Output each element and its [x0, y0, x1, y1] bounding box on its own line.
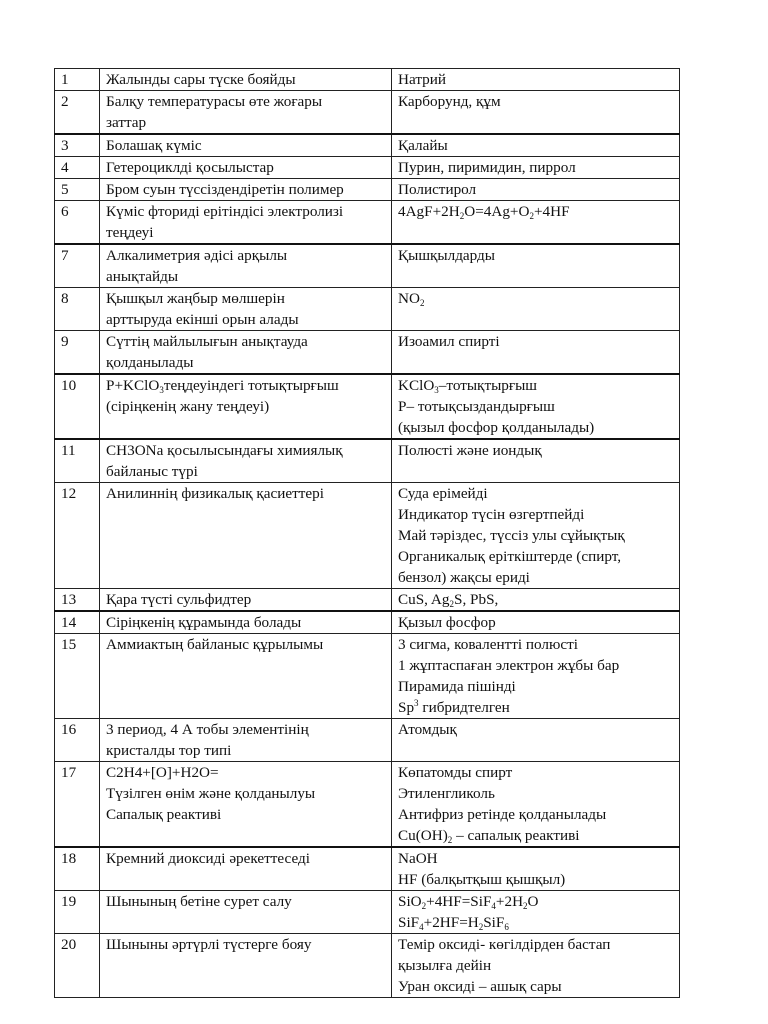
- table-row: [55, 611, 680, 634]
- answer-line: Натрий: [398, 71, 446, 88]
- answer-cell: [392, 244, 680, 288]
- answer-line: CuS, $Ag_2S$, PbS,: [398, 591, 499, 609]
- table-row: [55, 891, 680, 934]
- answer-line: HF (балқытқыш қышқыл): [398, 871, 566, 888]
- table-row: [55, 847, 680, 891]
- row-number: 14: [55, 611, 100, 634]
- answer-line: Уран оксиді – ашық сары: [398, 978, 562, 995]
- question-line: заттар: [106, 114, 147, 131]
- question-line: Анилиннің физикалық қасиеттері: [106, 485, 324, 502]
- question-line: анықтайды: [106, 268, 179, 285]
- answer-line: Пирамида пішінді: [398, 678, 516, 695]
- table-row: [55, 244, 680, 288]
- question-line: Шынының бетіне сурет салу: [106, 893, 292, 910]
- question-line: арттыруда екінші орын алады: [106, 311, 299, 328]
- answer-line: $SiF_4+2HF=H_2SiF_6$: [398, 914, 509, 932]
- table-row: [55, 589, 680, 612]
- answer-cell: [392, 483, 680, 589]
- question-cell: [100, 91, 392, 135]
- question-line: Жалынды сары түске бояйды: [106, 71, 296, 88]
- question-cell: [100, 611, 392, 634]
- question-cell: [100, 134, 392, 157]
- question-line: 3 период, 4 А тобы элементінің: [106, 721, 309, 738]
- table-row: [55, 762, 680, 848]
- question-line: Болашақ күміс: [106, 137, 202, 154]
- answer-line: Темір оксиді- көгілдірден бастап: [398, 936, 611, 953]
- answer-cell: [392, 134, 680, 157]
- answer-line: Атомдық: [398, 721, 457, 738]
- answer-line: Қышқылдарды: [398, 247, 495, 264]
- question-cell: [100, 891, 392, 934]
- answer-line: Антифриз ретінде қолданылады: [398, 806, 607, 823]
- chemistry-answer-table: [54, 68, 680, 998]
- question-line: кристалды тор типі: [106, 742, 232, 759]
- answer-cell: [392, 69, 680, 91]
- answer-cell: [392, 91, 680, 135]
- row-number: 19: [55, 891, 100, 934]
- row-number: 18: [55, 847, 100, 891]
- question-cell: [100, 439, 392, 483]
- answer-line: Sp$^3$ гибридтелген: [398, 698, 510, 716]
- question-line: Шыныны әртүрлі түстерге бояу: [106, 936, 312, 953]
- question-line: P+KClO$_3$теңдеуіндегі тотықтырғыш: [106, 377, 339, 395]
- question-cell: [100, 589, 392, 612]
- answer-cell: [392, 439, 680, 483]
- answer-cell: [392, 891, 680, 934]
- question-line: Күміс фториді ерітіндісі электролизі: [106, 203, 344, 220]
- table-body: [55, 69, 680, 998]
- answer-cell: [392, 934, 680, 998]
- question-cell: [100, 719, 392, 762]
- answer-line: $SiO_2+4HF=SiF_4+2H_2O$: [398, 893, 539, 911]
- question-line: Кремний диоксиді әрекеттеседі: [106, 850, 310, 867]
- answer-cell: [392, 157, 680, 179]
- answer-cell: [392, 589, 680, 612]
- row-number: 10: [55, 374, 100, 439]
- question-line: Сапалық реактиві: [106, 806, 222, 823]
- question-cell: [100, 331, 392, 375]
- question-line: қолданылады: [106, 354, 194, 371]
- question-line: Балқу температурасы өте жоғары: [106, 93, 323, 110]
- row-number: 16: [55, 719, 100, 762]
- answer-line: Органикалық еріткіштерде (спирт,: [398, 548, 622, 565]
- question-line: C2H4+[O]+H2O=: [106, 764, 219, 781]
- answer-line: Көпатомды спирт: [398, 764, 513, 781]
- question-line: Бром суын түссіздендіретін полимер: [106, 181, 344, 198]
- answer-line: Этиленгликоль: [398, 785, 495, 802]
- question-cell: [100, 847, 392, 891]
- answer-line: қызылға дейін: [398, 957, 492, 974]
- row-number: 7: [55, 244, 100, 288]
- answer-line: 3 сигма, ковалентті полюсті: [398, 636, 578, 653]
- answer-line: Индикатор түсін өзгертпейді: [398, 506, 585, 523]
- answer-line: P– тотықсыздандырғыш: [398, 398, 555, 415]
- question-cell: [100, 634, 392, 719]
- question-line: Сүттің майлылығын анықтауда: [106, 333, 308, 350]
- row-number: 12: [55, 483, 100, 589]
- answer-cell: [392, 847, 680, 891]
- table-row: [55, 179, 680, 201]
- answer-line: $Cu(OH)_2$ – сапалық реактиві: [398, 827, 580, 845]
- answer-cell: [392, 201, 680, 245]
- question-line: CH3ONa қосылысындағы химиялық: [106, 442, 343, 459]
- answer-line: $NO_2$: [398, 290, 425, 308]
- row-number: 11: [55, 439, 100, 483]
- question-cell: [100, 288, 392, 331]
- table-row: [55, 201, 680, 245]
- answer-line: Суда ерімейді: [398, 485, 488, 502]
- question-line: Түзілген өнім және қолданылуы: [106, 785, 316, 802]
- row-number: 4: [55, 157, 100, 179]
- row-number: 13: [55, 589, 100, 612]
- question-cell: [100, 762, 392, 848]
- answer-cell: [392, 611, 680, 634]
- row-number: 8: [55, 288, 100, 331]
- question-cell: [100, 69, 392, 91]
- answer-line: (қызыл фосфор қолданылады): [398, 419, 595, 436]
- answer-line: бензол) жақсы ериді: [398, 569, 530, 586]
- answer-cell: [392, 374, 680, 439]
- row-number: 1: [55, 69, 100, 91]
- question-cell: [100, 244, 392, 288]
- question-cell: [100, 374, 392, 439]
- table-row: [55, 91, 680, 135]
- question-cell: [100, 179, 392, 201]
- answer-line: 1 жұптаспаған электрон жұбы бар: [398, 657, 620, 674]
- question-cell: [100, 934, 392, 998]
- question-line: Алкалиметрия әдісі арқылы: [106, 247, 288, 264]
- answer-line: KClO$_3$–тотықтырғыш: [398, 377, 538, 395]
- answer-cell: [392, 762, 680, 848]
- answer-line: Полистирол: [398, 181, 477, 198]
- row-number: 3: [55, 134, 100, 157]
- table-row: [55, 134, 680, 157]
- question-cell: [100, 201, 392, 245]
- answer-line: NaOH: [398, 850, 438, 867]
- question-line: Гетероциклді қосылыстар: [106, 159, 274, 176]
- answer-line: Изоамил спирті: [398, 333, 500, 350]
- question-line: (сіріңкенің жану теңдеуі): [106, 398, 270, 415]
- row-number: 17: [55, 762, 100, 848]
- table-row: [55, 374, 680, 439]
- answer-cell: [392, 634, 680, 719]
- answer-line: Пурин, пиримидин, пиррол: [398, 159, 576, 176]
- answer-line: Қызыл фосфор: [398, 614, 496, 631]
- row-number: 2: [55, 91, 100, 135]
- question-line: теңдеуі: [106, 224, 154, 241]
- table-row: [55, 483, 680, 589]
- answer-cell: [392, 331, 680, 375]
- row-number: 9: [55, 331, 100, 375]
- answer-line: Полюсті және иондық: [398, 442, 542, 459]
- question-cell: [100, 157, 392, 179]
- row-number: 20: [55, 934, 100, 998]
- answer-cell: [392, 288, 680, 331]
- question-line: байланыс түрі: [106, 463, 198, 480]
- answer-cell: [392, 719, 680, 762]
- question-line: Сіріңкенің құрамында болады: [106, 614, 302, 631]
- table-row: [55, 719, 680, 762]
- table-row: [55, 331, 680, 375]
- table-row: [55, 439, 680, 483]
- row-number: 15: [55, 634, 100, 719]
- table-row: [55, 69, 680, 91]
- question-line: Аммиактың байланыс құрылымы: [106, 636, 324, 653]
- answer-line: Қалайы: [398, 137, 448, 154]
- table-row: [55, 634, 680, 719]
- answer-line: Май тәріздес, түссіз улы сұйықтық: [398, 527, 625, 544]
- answer-line: $4AgF+2H_2O=4Ag+O_2+4HF$: [398, 203, 570, 221]
- row-number: 5: [55, 179, 100, 201]
- table-row: [55, 157, 680, 179]
- row-number: 6: [55, 201, 100, 245]
- table-row: [55, 288, 680, 331]
- question-line: Қара түсті сульфидтер: [106, 591, 252, 608]
- answer-line: Карборунд, құм: [398, 93, 501, 110]
- answer-cell: [392, 179, 680, 201]
- table-row: [55, 934, 680, 998]
- question-cell: [100, 483, 392, 589]
- question-line: Қышқыл жаңбыр мөлшерін: [106, 290, 285, 307]
